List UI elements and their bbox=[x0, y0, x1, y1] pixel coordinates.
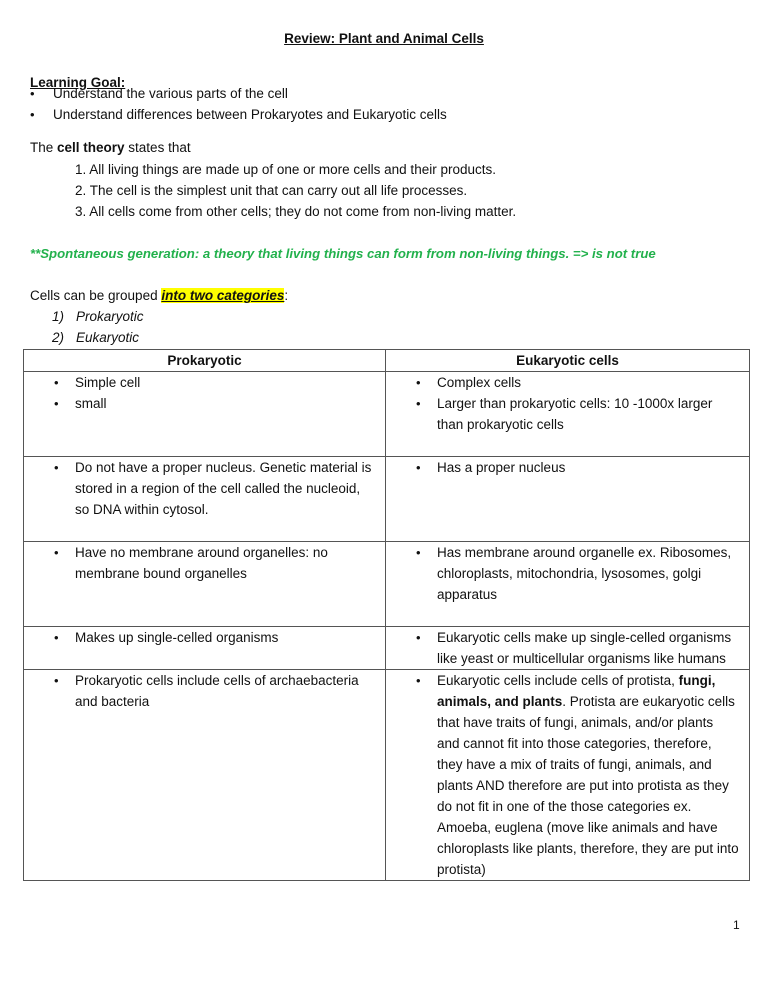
list-item: • Larger than prokaryotic cells: 10 -1000x larger than prokaryotic cells bbox=[386, 393, 749, 435]
category-item: 2) Eukaryotic bbox=[52, 330, 140, 345]
list-item: • Have no membrane around organelles: no membrane bound organelles bbox=[24, 542, 385, 584]
list-item: • Complex cells bbox=[386, 372, 749, 393]
categories-intro: Cells can be grouped into two categories: bbox=[30, 288, 289, 303]
column-header-eukaryotic: Eukaryotic cells bbox=[386, 350, 750, 372]
prokaryotic-cell bbox=[24, 457, 386, 542]
eukaryotic-cell bbox=[386, 542, 750, 627]
list-item: • Has membrane around organelle ex. Ribosomes, chloroplasts, mitochondria, lysosomes, golgi apparatus bbox=[386, 542, 749, 605]
list-item: • Simple cell bbox=[24, 372, 385, 393]
bullet-icon: • bbox=[30, 86, 35, 101]
spontaneous-generation-note: **Spontaneous generation: a theory that living things can form from non-living things. => is not true bbox=[30, 246, 656, 261]
category-item: 1) Prokaryotic bbox=[52, 309, 144, 324]
comparison-table bbox=[23, 349, 750, 881]
page-number: 1 bbox=[733, 918, 740, 932]
eukaryotic-cell bbox=[386, 670, 750, 881]
cell-theory-term: cell theory bbox=[57, 140, 125, 155]
learning-goal-item: • Understand the various parts of the cell bbox=[30, 86, 288, 101]
table-row bbox=[24, 670, 750, 881]
table-row bbox=[24, 542, 750, 627]
list-item: • Has a proper nucleus bbox=[386, 457, 749, 478]
table-row bbox=[24, 457, 750, 542]
eukaryotic-cell bbox=[386, 457, 750, 542]
page-title: Review: Plant and Animal Cells bbox=[284, 31, 484, 46]
list-item: • Do not have a proper nucleus. Genetic material is stored in a region of the cell called the nucleoid, so DNA within cytosol. bbox=[24, 457, 385, 520]
table-header-row bbox=[24, 350, 750, 372]
list-item: • small bbox=[24, 393, 385, 414]
highlighted-text: into two categories bbox=[161, 288, 285, 303]
prokaryotic-cell bbox=[24, 670, 386, 881]
eukaryotic-cell bbox=[386, 372, 750, 457]
bullet-icon: • bbox=[30, 107, 35, 122]
bold-kingdoms: fungi, animals, and plants bbox=[437, 673, 716, 709]
prokaryotic-cell bbox=[24, 627, 386, 670]
cell-theory-intro: The cell theory states that bbox=[30, 140, 191, 155]
prokaryotic-cell bbox=[24, 542, 386, 627]
table-row bbox=[24, 627, 750, 670]
table-row bbox=[24, 372, 750, 457]
cell-theory-item: 3. All cells come from other cells; they do not come from non-living matter. bbox=[75, 204, 517, 219]
list-item: • Eukaryotic cells include cells of protista, fungi, animals, and plants. Protista are eukaryotic cells that have traits of fungi, animals, and/or plants and cannot fit into those categories, therefore, they have a mix of traits of fungi, animals, and plants AND therefore are put into protista as they do not fit in one of the those categories ex. Amoeba, euglena (move like animals and have chloroplasts like plants, therefore, they are put into protista) bbox=[386, 670, 749, 880]
cell-theory-item: 2. The cell is the simplest unit that can carry out all life processes. bbox=[75, 183, 468, 198]
cell-theory-item: 1. All living things are made up of one or more cells and their products. bbox=[75, 162, 496, 177]
list-item: • Prokaryotic cells include cells of archaebacteria and bacteria bbox=[24, 670, 385, 712]
eukaryotic-cell bbox=[386, 627, 750, 670]
list-item: • Makes up single-celled organisms bbox=[24, 627, 385, 648]
learning-goal-heading: Learning Goal: bbox=[30, 75, 126, 90]
learning-goal-item: • Understand differences between Prokaryotes and Eukaryotic cells bbox=[30, 107, 447, 122]
list-item: • Eukaryotic cells make up single-celled organisms like yeast or multicellular organisms like humans bbox=[386, 627, 749, 669]
column-header-prokaryotic: Prokaryotic bbox=[24, 350, 386, 372]
prokaryotic-cell bbox=[24, 372, 386, 457]
